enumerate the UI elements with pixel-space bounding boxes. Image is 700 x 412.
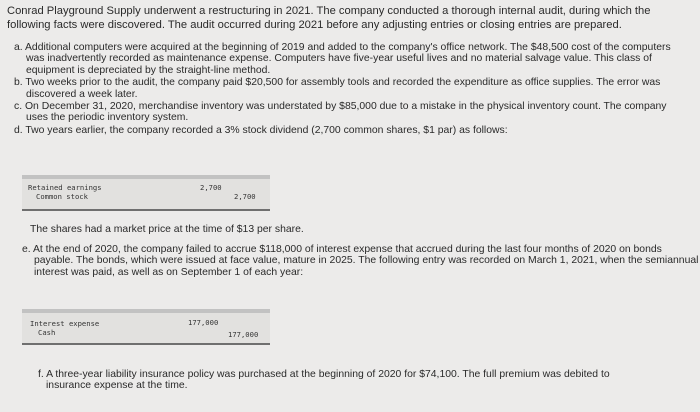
- fact-e: e. At the end of 2020, the company failed to accrue $118,000 of interest expense that accrued during the last four months of 2020 on bonds payable. The bonds, which were issued at face value, mature in 2025. The following entry was recorded on March 1, 2021, when the semiannual interest was paid, as well as on September 1 of each year:: [22, 244, 699, 278]
- fact-f: f. A three-year liability insurance policy was purchased at the beginning of 2020 for $74,100. The full premium was debited to insurance expense at the time.: [38, 369, 610, 392]
- journal-bottom-rule: [22, 343, 270, 345]
- stock-dividend-journal-entry: [22, 175, 270, 211]
- journal-body: [22, 313, 270, 343]
- fact-c: c. On December 31, 2020, merchandise inventory was understated by $85,000 due to a mistake in the physical inventory count. The company uses the periodic inventory system.: [14, 101, 667, 124]
- credit-account: Common stock: [36, 192, 88, 201]
- interest-journal-entry: [22, 309, 270, 345]
- debit-account: Interest expense: [30, 319, 100, 328]
- facts-list: [14, 42, 690, 137]
- fact-b: b. Two weeks prior to the audit, the company paid $20,500 for assembly tools and recorded the expenditure as office supplies. The error was discovered a week later.: [14, 77, 661, 100]
- debit-account: Retained earnings: [28, 183, 102, 192]
- credit-amount: 2,700: [234, 192, 256, 201]
- market-price-note: The shares had a market price at the time of $13 per share.: [30, 224, 304, 235]
- journal-bottom-rule: [22, 209, 270, 211]
- intro-paragraph: Conrad Playground Supply underwent a restructuring in 2021. The company conducted a thorough internal audit, during which the following facts were discovered. The audit occurred during 2021 before any adjusting entries or closing entries are prepared.: [7, 5, 651, 31]
- journal-body: [22, 179, 270, 209]
- fact-a: a. Additional computers were acquired at the beginning of 2019 and added to the company's office network. The $48,500 cost of the computers was inadvertently recorded as maintenance expense. Computers have five-year useful lives and no material salvage value. This class of equipment is depreciated by the straight-line method.: [14, 42, 671, 76]
- debit-amount: 2,700: [200, 183, 222, 192]
- credit-account: Cash: [38, 328, 56, 337]
- fact-d: d. Two years earlier, the company recorded a 3% stock dividend (2,700 common shares, $1 par) as follows:: [14, 124, 508, 136]
- debit-amount: 177,000: [188, 318, 219, 327]
- credit-amount: 177,000: [228, 330, 259, 339]
